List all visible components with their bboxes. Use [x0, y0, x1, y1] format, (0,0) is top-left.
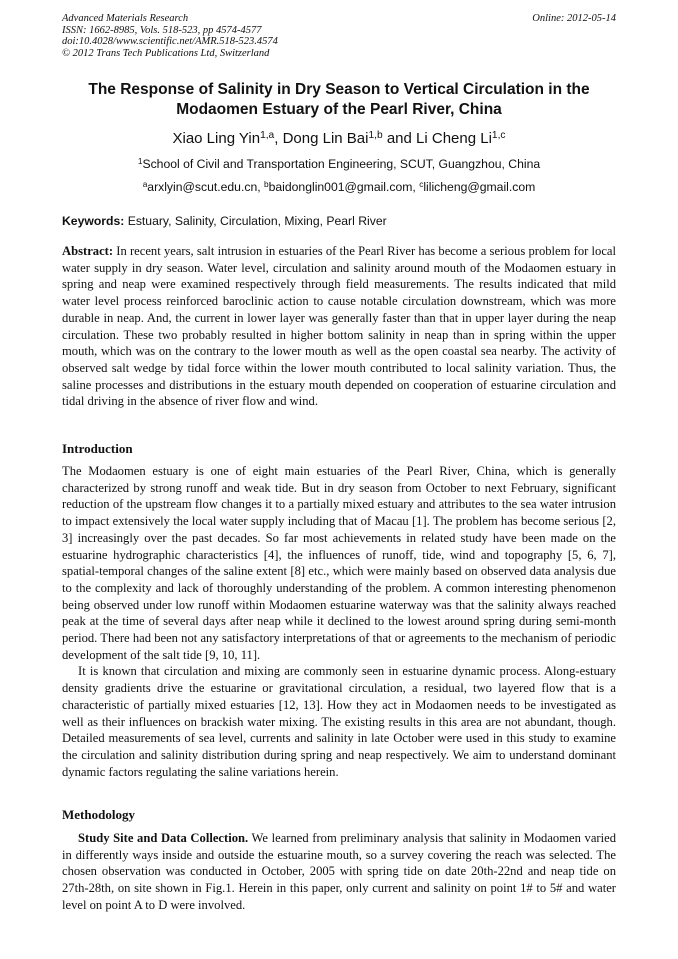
- affiliation-text: School of Civil and Transportation Engineering, SCUT, Guangzhou, China: [142, 157, 541, 171]
- methodology-subheading: Study Site and Data Collection.: [78, 831, 249, 845]
- keywords-label: Keywords:: [62, 214, 125, 228]
- email-address[interactable]: arxlyin@scut.edu.cn: [147, 180, 258, 194]
- introduction-paragraph: It is known that circulation and mixing are commonly seen in estuarine dynamic process. Along-estuary density gradients drive the estuarine or gravitational circulation, a residual, two layered flow that is a characteristic of partially mixed estuaries [12, 13]. How they act in Modaomen needs to be investigated as well as their influences on brackish water mixing. The existing results in this area are not abundant, though. Detailed measurements of sea level, currents and salinity in late October were used in this study to examine the circulation and salinity distribution during spring and neap respectively. We aim to understand dominant dynamic factors regulating the saline variations herein.: [62, 664, 616, 779]
- author-separator: and: [382, 130, 417, 147]
- affiliation: [62, 157, 616, 171]
- introduction-heading: Introduction: [62, 441, 133, 456]
- email-superscript: b: [264, 178, 269, 189]
- issn-line: ISSN: 1662-8985, Vols. 518-523, pp 4574-4577: [62, 24, 262, 36]
- abstract-text: In recent years, salt intrusion in estuaries of the Pearl River has become a serious problem for local water supply in dry season. Water level, circulation and salinity around mouth of the Modaomen estuary in spring and neap were examined respectively through field measurements. The results indicated that mild water level process reinforced baroclinic action to cause notable circulation downstream, which was more durable in neap. And, the current in lower layer was generally faster than that in upper layer during the neap circulation. These two probably resulted in higher bottom salinity in neap than in spring within the upper mouth, which was on the contrary to the lower mouth as well as the open coastal sea nearby. The activity of observed salt wedge by tidal force within the lower mouth contributed to local salinity variation. Thus, the saline processes and distributions in the estuary mouth depended on cooperation of estuarine circulation and tidal driving in the absence of river flow and wind.: [62, 244, 616, 409]
- author-list: [62, 130, 616, 147]
- journal-name: Advanced Materials Research: [62, 13, 189, 24]
- email-address[interactable]: baidonglin001@gmail.com: [268, 180, 413, 194]
- doi-line: doi:10.4028/www.scientific.net/AMR.518-523.4574: [62, 36, 278, 47]
- keywords-text: Estuary, Salinity, Circulation, Mixing, Pearl River: [124, 214, 387, 228]
- journal-header: [62, 13, 616, 59]
- keywords: [62, 214, 616, 228]
- introduction-paragraph: The Modaomen estuary is one of eight main estuaries of the Pearl River, China, which is generally characterized by strong runoff and weak tide. But in dry season from October to next February, significant reduction of the upstream flow changes it to a partially mixed estuary and attributes to the sea water intrusion to impact extensively the local water supply including that of Macau [1]. The problem has become serious [2, 3] increasingly over the past decades. So far most achievements in related study have been made on the estuarine hydrographic characteristics [4], the influences of runoff, tide, wind and topography [5, 6, 7], spatial-temporal changes of the saline extent [8] etc., which were mainly based on observed data analysis due to the complexity and lack of thoroughly understanding of the problem. A common interesting phenomenon being observed under low runoff within Modaomen estuarine waterway was that the salinity always reached peak at the time of several days after neap while it declined to the lowest around spring during semi-month period. There had been not any satisfactory interpretations of that or agreements to the mechanism of periodic development of the salt tide [9, 10, 11].: [62, 464, 616, 662]
- methodology-text: We learned from preliminary analysis that salinity in Modaomen varied in differently ways inside and outside the estuarine mouth, so a survey covering the reach was selected. The chosen observation was conducted in October, 2005 with spring tide on date 20th-22nd and neap tide on 27th-28th, on site shown in Fig.1. Herein in this paper, only current and salinity on point 1# to 5# and water level on point A to D were involved.: [62, 831, 616, 912]
- author-superscript: 1,b: [368, 129, 383, 141]
- author-separator: ,: [274, 130, 283, 147]
- email-separator: ,: [257, 180, 264, 194]
- email-superscript: a: [142, 178, 148, 189]
- abstract-label: Abstract:: [62, 244, 114, 258]
- methodology-section: [62, 830, 616, 914]
- email-address[interactable]: lilicheng@gmail.com: [423, 180, 536, 194]
- email-separator: ,: [412, 180, 420, 194]
- author-name: Li Cheng Li: [416, 130, 492, 147]
- author-name: Xiao Ling Yin: [172, 130, 261, 147]
- online-date: Online: 2012-05-14: [532, 13, 616, 24]
- abstract: [62, 243, 616, 410]
- author-name: Dong Lin Bai: [282, 130, 369, 147]
- copyright-line: © 2012 Trans Tech Publications Ltd, Switzerland: [62, 47, 270, 59]
- methodology-paragraph: [62, 830, 616, 914]
- email-superscript: c: [419, 178, 424, 189]
- email-list: [62, 180, 616, 194]
- paper-title: The Response of Salinity in Dry Season to Vertical Circulation in the Modaomen Estuary of the Pearl River, China: [88, 81, 590, 118]
- author-superscript: 1,a: [260, 129, 275, 141]
- introduction-section: [62, 463, 616, 780]
- affiliation-superscript: 1: [137, 155, 143, 166]
- author-superscript: 1,c: [491, 129, 506, 141]
- methodology-heading: Methodology: [62, 807, 135, 822]
